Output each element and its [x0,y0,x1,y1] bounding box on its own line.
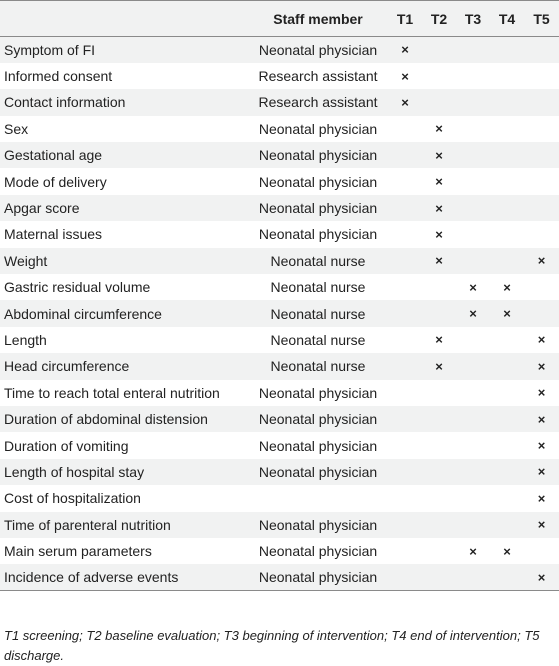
cell-t2-mark: × [435,332,443,348]
cell-t2-mark: × [435,226,443,242]
cell-staff-member: Research assistant [258,68,378,85]
cell-t4-mark [490,485,524,511]
table-row [0,37,559,63]
cell-t2-mark: × [435,200,443,216]
cell-measure: Head circumference [4,358,130,375]
cell-t2-mark [422,300,456,326]
cell-t1-mark [388,142,422,168]
cell-measure: Abdominal circumference [4,305,162,322]
table-row [0,327,559,353]
cell-t2-mark [422,459,456,485]
cell-t3-mark [456,512,490,538]
cell-t2-mark [422,274,456,300]
table-row [0,274,559,300]
cell-t5-mark: × [537,253,546,269]
cell-measure: Mode of delivery [4,173,107,190]
cell-t3-mark [456,380,490,406]
cell-t4-mark [490,116,524,142]
cell-t2-mark [422,406,456,432]
table-header [0,1,559,37]
cell-t1-mark [388,406,422,432]
cell-t2-mark: × [435,147,443,163]
cell-measure: Incidence of adverse events [0,564,248,590]
table-row [0,406,559,432]
cell-t5-mark: × [537,517,546,533]
cell-t4-mark [490,564,524,590]
cell-t5-mark [524,63,559,89]
cell-t3-mark [456,248,490,274]
header-t1: T1 [388,1,422,37]
cell-t2-mark [422,512,456,538]
cell-t1-mark [388,564,422,590]
cell-measure: Weight [4,252,48,269]
cell-staff-member: Neonatal physician [258,516,378,533]
cell-t4-mark [490,432,524,458]
cell-measure: Main serum parameters [4,543,152,560]
cell-t5-mark [524,221,559,247]
cell-t5-mark: × [537,332,546,348]
table-row [0,459,559,485]
cell-t1-mark [388,327,422,353]
cell-measure: Maternal issues [4,226,103,243]
table-footnote: T1 screening; T2 baseline evaluation; T3 beginning of intervention; T4 end of intervention; T5 discharge. [4,628,540,663]
cell-t2-mark: × [435,253,443,269]
header-t2: T2 [422,1,456,37]
cell-t4-mark [490,168,524,194]
cell-t5-mark: × [537,438,546,454]
cell-t5-mark [524,274,559,300]
cell-staff-member: Neonatal nurse [270,279,366,296]
table-row [0,195,559,221]
cell-t5-mark [524,89,559,115]
cell-t4-mark [490,353,524,379]
cell-t1-mark [388,432,422,458]
cell-t3-mark: × [469,306,477,322]
header-t3: T3 [456,1,490,37]
cell-staff-member: Neonatal nurse [270,331,366,348]
header-staff-member: Staff member [248,1,388,37]
cell-t2-mark: × [435,358,443,374]
cell-measure: Contact information [4,94,126,111]
cell-t1-mark [388,485,422,511]
cell-staff-member: Neonatal physician [258,384,378,401]
cell-measure: Duration of vomiting [4,437,129,454]
table-row [0,89,559,115]
header-measure [0,1,248,37]
cell-t4-mark [490,195,524,221]
table-row [0,353,559,379]
cell-t3-mark [456,89,490,115]
cell-t1-mark [388,168,422,194]
table-row [0,168,559,194]
cell-t5-mark [524,195,559,221]
cell-t3-mark [456,353,490,379]
cell-t4-mark [490,89,524,115]
cell-t2-mark [422,538,456,564]
cell-t3-mark [456,116,490,142]
cell-t4-mark [490,459,524,485]
cell-t1-mark [388,380,422,406]
cell-staff-member: Neonatal physician [258,173,378,190]
cell-staff-member: Neonatal physician [258,543,378,560]
cell-staff-member: Neonatal physician [258,200,378,217]
cell-t4-mark [490,37,524,63]
cell-t2-mark [422,89,456,115]
cell-measure: Length of hospital stay [4,463,145,480]
cell-t3-mark [456,168,490,194]
cell-t3-mark [456,485,490,511]
cell-staff-member: Neonatal physician [258,226,378,243]
cell-t1-mark: × [401,94,409,110]
table-row [0,221,559,247]
cell-t3-mark [456,221,490,247]
cell-measure: Length [4,331,47,348]
cell-measure: Informed consent [4,68,113,85]
cell-t4-mark [490,380,524,406]
cell-t3-mark [456,142,490,168]
table-row [0,538,559,564]
cell-t2-mark: × [435,174,443,190]
table-row [0,564,559,590]
cell-t3-mark [456,327,490,353]
cell-t2-mark [422,37,456,63]
header-t5: T5 [524,1,559,37]
cell-t4-mark [490,248,524,274]
cell-measure: Duration of abdominal distension [4,411,208,428]
cell-t5-mark [524,300,559,326]
cell-t5-mark: × [524,564,559,590]
cell-t5-mark: × [537,490,546,506]
header-t4: T4 [490,1,524,37]
cell-t5-mark [524,37,559,63]
cell-t5-mark: × [537,385,546,401]
cell-t5-mark [524,116,559,142]
cell-t3-mark [456,564,490,590]
cell-t1-mark [388,538,422,564]
table-row [0,63,559,89]
cell-t5-mark: × [537,411,546,427]
cell-t4-mark [490,221,524,247]
cell-t1-mark [388,248,422,274]
table-row [0,300,559,326]
cell-t3-mark [456,195,490,221]
table-row [0,432,559,458]
cell-t3-mark [456,63,490,89]
cell-t3-mark [456,459,490,485]
cell-t4-mark [490,512,524,538]
cell-measure: Time of parenteral nutrition [4,516,171,533]
cell-measure: Time to reach total enteral nutrition [4,384,220,401]
cell-t1-mark [388,116,422,142]
cell-staff-member: Neonatal nurse [270,305,366,322]
cell-t5-mark [524,168,559,194]
header-row [0,1,559,37]
cell-t2-mark [422,485,456,511]
cell-t1-mark [388,353,422,379]
cell-staff-member [248,485,388,511]
cell-t2-mark [422,564,456,590]
cell-staff-member: Research assistant [258,94,378,111]
cell-t1-mark [388,512,422,538]
cell-staff-member: Neonatal physician [258,411,378,428]
cell-staff-member: Neonatal physician [258,147,378,164]
cell-t3-mark [456,432,490,458]
cell-t2-mark: × [435,121,443,137]
table-row [0,116,559,142]
cell-t5-mark [524,142,559,168]
cell-t1-mark: × [401,42,409,58]
cell-staff-member: Neonatal nurse [270,358,366,375]
cell-t2-mark [422,63,456,89]
cell-t4-mark [490,142,524,168]
cell-staff-member: Neonatal physician [258,41,378,58]
cell-t4-mark: × [503,279,511,295]
cell-measure: Gestational age [4,147,103,164]
cell-t3-mark: × [469,279,477,295]
cell-t4-mark [490,327,524,353]
cell-staff-member: Neonatal physician [258,120,378,137]
cell-t1-mark [388,274,422,300]
table-row [0,142,559,168]
cell-t2-mark [422,432,456,458]
cell-measure: Cost of hospitalization [4,490,141,507]
table-row [0,512,559,538]
table-row [0,248,559,274]
cell-t5-mark: × [537,464,546,480]
cell-t3-mark: × [469,543,477,559]
cell-t2-mark [422,380,456,406]
table-body [0,37,559,591]
cell-staff-member: Neonatal physician [258,463,378,480]
cell-t3-mark [456,406,490,432]
cell-measure: Apgar score [4,200,80,217]
cell-t3-mark [456,37,490,63]
cell-measure: Gastric residual volume [4,279,151,296]
cell-t5-mark: × [537,358,546,374]
cell-t5-mark [524,538,559,564]
cell-t1-mark: × [401,68,409,84]
cell-t1-mark [388,300,422,326]
cell-measure: Sex [4,120,29,137]
cell-staff-member: Neonatal physician [258,437,378,454]
cell-measure: Symptom of FI [4,41,96,58]
cell-t1-mark [388,195,422,221]
cell-staff-member: Neonatal physician [248,564,388,590]
cell-staff-member: Neonatal nurse [270,252,366,269]
table-row [0,380,559,406]
cell-t1-mark [388,459,422,485]
cell-t1-mark [388,221,422,247]
cell-t4-mark: × [503,306,511,322]
cell-t4-mark [490,406,524,432]
cell-t4-mark: × [503,543,511,559]
table-row [0,485,559,511]
cell-t4-mark [490,63,524,89]
